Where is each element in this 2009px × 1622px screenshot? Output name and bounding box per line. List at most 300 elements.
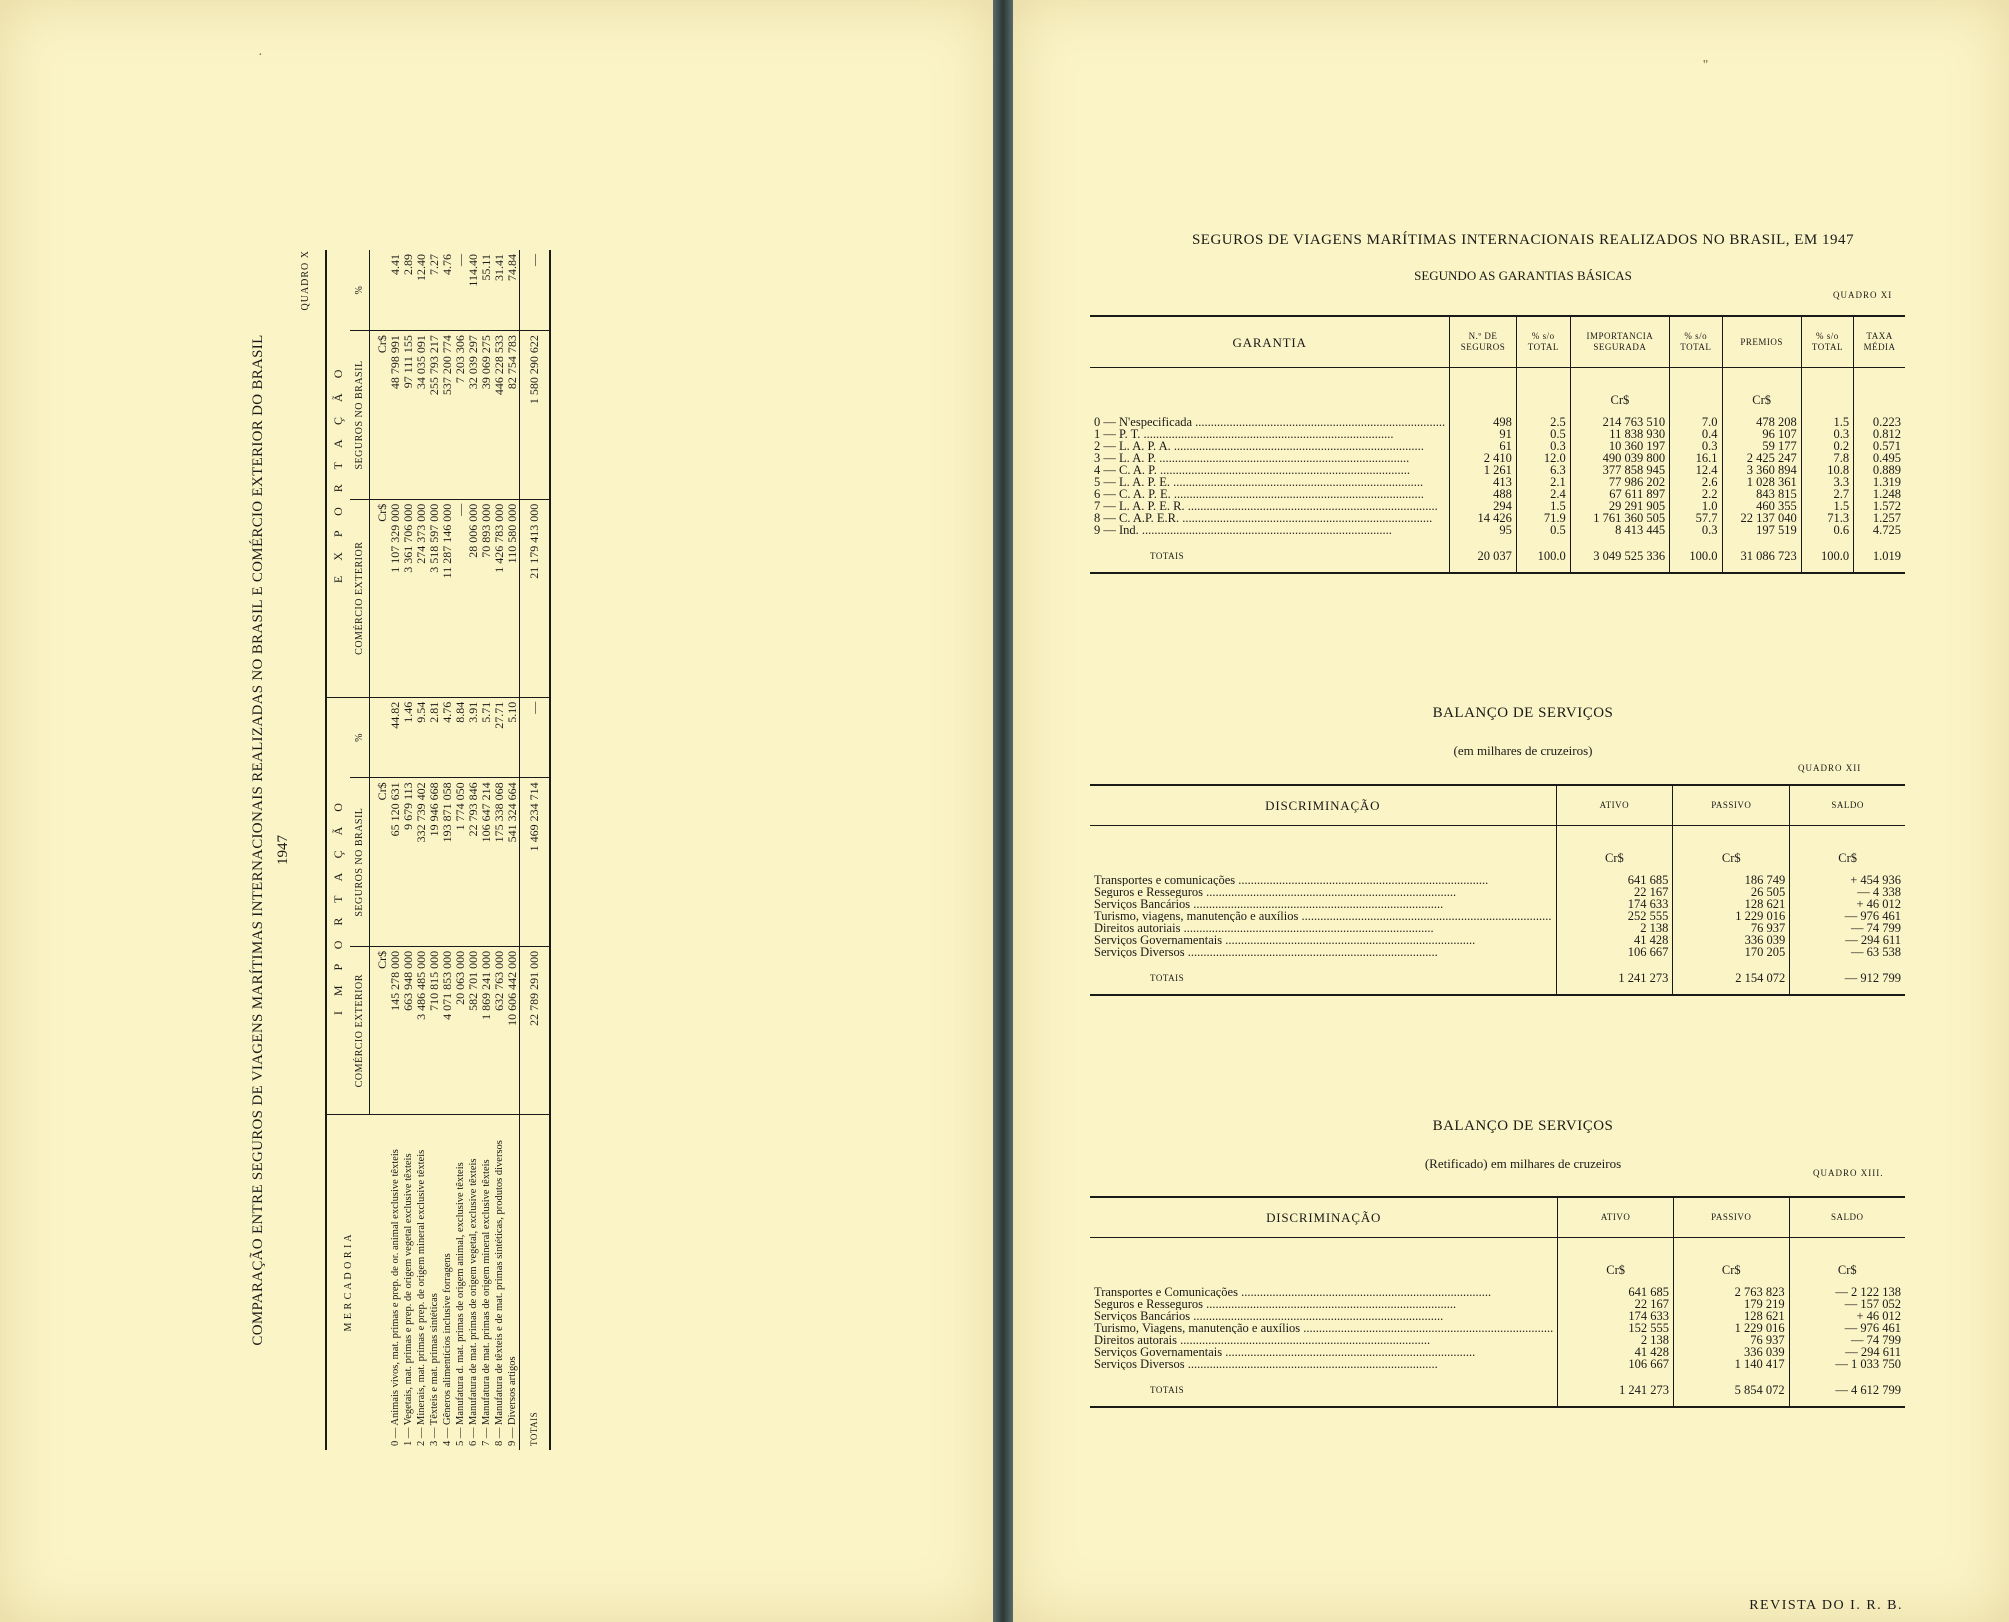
ativo-cell: 22 167 bbox=[1556, 886, 1673, 898]
total-imp-pct: — bbox=[520, 697, 551, 778]
ativo-cell: 641 685 bbox=[1558, 1286, 1674, 1298]
garantia-cell: 9 — Ind. ................................................................................ bbox=[1094, 523, 1392, 537]
mercadoria-cell bbox=[454, 1115, 467, 1450]
ativo-cell: 174 633 bbox=[1556, 898, 1673, 910]
pct-cell: 1.5 bbox=[1801, 416, 1853, 428]
quadro-x-title: COMPARAÇÃO ENTRE SEGUROS DE VIAGENS MARÍTIMAS INTERNACIONAIS REALIZADAS NO BRASIL E COMÉRCIO EXTERIOR DO BRASIL bbox=[250, 334, 266, 1346]
total-taxa: 1.019 bbox=[1854, 536, 1905, 573]
row-code: 6 — bbox=[468, 1427, 479, 1446]
discriminacao-cell: Direitos autorais ................................................................................ bbox=[1094, 1334, 1431, 1346]
pct-cell: 16.1 bbox=[1670, 452, 1722, 464]
quadro-xi-subtitle: SEGUNDO AS GARANTIAS BÁSICAS bbox=[1414, 268, 1632, 283]
header-passivo: PASSIVO bbox=[1673, 1197, 1789, 1238]
premios-cell: 1 028 361 bbox=[1722, 476, 1801, 488]
premios-cell: 22 137 040 bbox=[1722, 512, 1801, 524]
pct-cell: 2.6 bbox=[1670, 476, 1722, 488]
imp-seguros-cell: 65 120 631 bbox=[389, 778, 402, 947]
header-discriminacao: DISCRIMINAÇÃO bbox=[1090, 1197, 1558, 1238]
passivo-cell: 1 229 016 bbox=[1673, 910, 1790, 922]
table-row bbox=[493, 250, 506, 1450]
unit-label: Cr$ bbox=[1790, 826, 1905, 875]
imp-seguros-cell: 22 793 846 bbox=[467, 778, 480, 947]
row-code: 1 — bbox=[403, 1427, 414, 1446]
row-label: Animais vivos, mat. primas e prep. de or. animal exclusive têxteis bbox=[390, 1149, 401, 1426]
importancia-cell: 77 986 202 bbox=[1570, 476, 1669, 488]
pct-cell: 0.4 bbox=[1670, 428, 1722, 440]
unit-label: Cr$ bbox=[370, 499, 390, 697]
ativo-cell: 174 633 bbox=[1558, 1310, 1674, 1322]
pct-cell: 71.9 bbox=[1516, 512, 1570, 524]
exp-comercio-cell: 274 373 000 bbox=[415, 499, 428, 697]
garantia-cell: 7 — L. A. P. E. R. ................................................................................ bbox=[1094, 499, 1438, 513]
discriminacao-cell: Serviços Bancários ................................................................................ bbox=[1094, 898, 1444, 910]
pct-cell: 71.3 bbox=[1801, 512, 1853, 524]
taxa-cell: 4.725 bbox=[1854, 524, 1905, 536]
passivo-cell: 128 621 bbox=[1673, 898, 1790, 910]
saldo-cell: — 976 461 bbox=[1789, 1322, 1905, 1334]
imp-comercio-cell: 10 606 442 000 bbox=[506, 946, 520, 1115]
pct-cell: 7.8 bbox=[1801, 452, 1853, 464]
header-mercadoria: M E R C A D O R I A bbox=[326, 1115, 370, 1450]
header-exp-seguros: SEGUROS NO BRASIL bbox=[350, 331, 370, 500]
pct-cell: 1.5 bbox=[1516, 500, 1570, 512]
page-smudge: · bbox=[258, 48, 263, 63]
unit-label: Cr$ bbox=[1570, 368, 1669, 417]
importancia-cell: 11 838 930 bbox=[1570, 428, 1669, 440]
saldo-cell: — 63 538 bbox=[1790, 946, 1905, 958]
header-garantia: GARANTIA bbox=[1090, 316, 1450, 368]
total-pct: 100.0 bbox=[1670, 536, 1722, 573]
num-seguros-cell: 498 bbox=[1450, 416, 1517, 428]
row-label: Têxteis e mat. primas sintéticas bbox=[429, 1293, 440, 1426]
passivo-cell: 76 937 bbox=[1673, 1334, 1789, 1346]
quadro-xiii-title: BALANÇO DE SERVIÇOS bbox=[1432, 1118, 1614, 1134]
right-page bbox=[1013, 0, 2009, 1622]
saldo-cell: — 294 611 bbox=[1790, 934, 1905, 946]
table-row bbox=[428, 250, 441, 1450]
table-row bbox=[1090, 524, 1905, 536]
pct-cell: 0.3 bbox=[1670, 440, 1722, 452]
saldo-cell: + 454 936 bbox=[1790, 874, 1905, 886]
taxa-cell: 1.257 bbox=[1854, 512, 1905, 524]
ativo-cell: 106 667 bbox=[1556, 946, 1673, 958]
premios-cell: 843 815 bbox=[1722, 488, 1801, 500]
importancia-cell: 1 761 360 505 bbox=[1570, 512, 1669, 524]
exp-comercio-cell: 11 287 146 000 bbox=[441, 499, 454, 697]
pct-cell: 2.7 bbox=[1801, 488, 1853, 500]
exp-pct-cell: — bbox=[454, 250, 467, 331]
passivo-cell: 170 205 bbox=[1673, 946, 1790, 958]
pct-cell: 12.0 bbox=[1516, 452, 1570, 464]
unit-label: Cr$ bbox=[1673, 826, 1790, 875]
ativo-cell: 2 138 bbox=[1556, 922, 1673, 934]
total-ativo: 1 241 273 bbox=[1558, 1370, 1674, 1407]
quadro-xi-body bbox=[1090, 368, 1905, 537]
row-label: Manufatura de mat. primas de origem vegetal, exclusive têxteis bbox=[468, 1158, 479, 1425]
table-row bbox=[506, 250, 520, 1450]
exp-seguros-cell: 446 228 533 bbox=[493, 331, 506, 500]
mercadoria-cell bbox=[415, 1115, 428, 1450]
imp-comercio-cell: 20 063 000 bbox=[454, 946, 467, 1115]
pct-cell: 0.3 bbox=[1516, 440, 1570, 452]
mercadoria-cell bbox=[480, 1115, 493, 1450]
imp-pct-cell: 5.71 bbox=[480, 697, 493, 778]
header-saldo: SALDO bbox=[1789, 1197, 1905, 1238]
importancia-cell: 377 858 945 bbox=[1570, 464, 1669, 476]
saldo-cell: + 46 012 bbox=[1790, 898, 1905, 910]
discriminacao-cell: Direitos autoriais ................................................................................ bbox=[1094, 922, 1434, 934]
exp-comercio-cell: 3 518 597 000 bbox=[428, 499, 441, 697]
quadro-xii-subtitle: (em milhares de cruzeiros) bbox=[1453, 743, 1593, 758]
discriminacao-cell: Serviços Diversos ................................................................................ bbox=[1094, 946, 1438, 958]
pct-cell: 2.1 bbox=[1516, 476, 1570, 488]
exp-comercio-cell: — bbox=[454, 499, 467, 697]
num-seguros-cell: 2 410 bbox=[1450, 452, 1517, 464]
total-passivo: 5 854 072 bbox=[1673, 1370, 1789, 1407]
num-seguros-cell: 14 426 bbox=[1450, 512, 1517, 524]
pct-cell: 0.3 bbox=[1670, 524, 1722, 536]
imp-comercio-cell: 1 869 241 000 bbox=[480, 946, 493, 1115]
header-discriminacao: DISCRIMINAÇÃO bbox=[1090, 785, 1556, 826]
header-passivo: PASSIVO bbox=[1673, 785, 1790, 826]
header-importacao: I M P O R T A Ç Ã O bbox=[326, 697, 350, 1115]
quadro-xii-label: QUADRO XII bbox=[1798, 763, 1862, 773]
unit-label: Cr$ bbox=[370, 946, 390, 1115]
exp-pct-cell: 31.41 bbox=[493, 250, 506, 331]
passivo-cell: 1 229 016 bbox=[1673, 1322, 1789, 1334]
total-exp-pct: — bbox=[520, 250, 551, 331]
exp-comercio-cell: 70 893 000 bbox=[480, 499, 493, 697]
row-code: 4 — bbox=[442, 1427, 453, 1446]
premios-cell: 59 177 bbox=[1722, 440, 1801, 452]
passivo-cell: 26 505 bbox=[1673, 886, 1790, 898]
quadro-xi-table bbox=[1090, 315, 1905, 574]
total-imp-seguros: 1 469 234 714 bbox=[520, 778, 551, 947]
num-seguros-cell: 294 bbox=[1450, 500, 1517, 512]
imp-comercio-cell: 710 815 000 bbox=[428, 946, 441, 1115]
pct-cell: 0.2 bbox=[1801, 440, 1853, 452]
quadro-xii-body bbox=[1090, 826, 1905, 959]
exp-seguros-cell: 32 039 297 bbox=[467, 331, 480, 500]
num-seguros-cell: 488 bbox=[1450, 488, 1517, 500]
mercadoria-cell bbox=[389, 1115, 402, 1450]
exp-seguros-cell: 255 793 217 bbox=[428, 331, 441, 500]
passivo-cell: 1 140 417 bbox=[1673, 1358, 1789, 1370]
quadro-xiii-label: QUADRO XIII. bbox=[1813, 1168, 1884, 1178]
imp-pct-cell: 5.10 bbox=[506, 697, 520, 778]
row-label: Manufatura de mat. primas de origem mineral exclusive têxteis bbox=[481, 1159, 492, 1425]
exp-pct-cell: 4.41 bbox=[389, 250, 402, 331]
discriminacao-cell: Transportes e comunicações ................................................................................ bbox=[1094, 874, 1489, 886]
saldo-cell: — 4 338 bbox=[1790, 886, 1905, 898]
passivo-cell: 186 749 bbox=[1673, 874, 1790, 886]
quadro-xiii-subtitle: (Retificado) em milhares de cruzeiros bbox=[1424, 1156, 1622, 1171]
quadro-x-year: 1947 bbox=[275, 835, 291, 865]
ativo-cell: 2 138 bbox=[1558, 1334, 1674, 1346]
table-row bbox=[441, 250, 454, 1450]
imp-seguros-cell: 1 774 050 bbox=[454, 778, 467, 947]
ativo-cell: 106 667 bbox=[1558, 1358, 1674, 1370]
exp-comercio-cell: 1 107 329 000 bbox=[389, 499, 402, 697]
premios-cell: 2 425 247 bbox=[1722, 452, 1801, 464]
imp-pct-cell: 3.91 bbox=[467, 697, 480, 778]
importancia-cell: 29 291 905 bbox=[1570, 500, 1669, 512]
taxa-cell: 0.571 bbox=[1854, 440, 1905, 452]
total-saldo: — 912 799 bbox=[1790, 958, 1905, 995]
total-exp-seguros: 1 580 290 622 bbox=[520, 331, 551, 500]
imp-seguros-cell: 193 871 058 bbox=[441, 778, 454, 947]
discriminacao-cell: Turismo, viagens, manutenção e auxílios ................................................................................ bbox=[1094, 910, 1552, 922]
exp-comercio-cell: 110 580 000 bbox=[506, 499, 520, 697]
pct-cell: 0.5 bbox=[1516, 524, 1570, 536]
garantia-cell: 4 — C. A. P. ................................................................................ bbox=[1094, 463, 1410, 477]
row-code: 2 — bbox=[416, 1427, 427, 1446]
row-label: Manufatura de têxteis e de mat. primas sintéticas, produtos diversos bbox=[494, 1140, 505, 1425]
imp-comercio-cell: 4 071 853 000 bbox=[441, 946, 454, 1115]
table-row bbox=[480, 250, 493, 1450]
saldo-cell: — 74 799 bbox=[1789, 1334, 1905, 1346]
exp-comercio-cell: 1 426 783 000 bbox=[493, 499, 506, 697]
row-code: 0 — bbox=[390, 1427, 401, 1446]
quadro-xiii-table bbox=[1090, 1196, 1905, 1408]
pct-cell: 7.0 bbox=[1670, 416, 1722, 428]
garantia-cell: 1 — P. T. ................................................................................ bbox=[1094, 427, 1394, 441]
pct-cell: 12.4 bbox=[1670, 464, 1722, 476]
row-label: Minerais, mat. primas e prep. de origem mineral exclusive têxteis bbox=[416, 1149, 427, 1425]
pct-cell: 1.0 bbox=[1670, 500, 1722, 512]
totals-label: TOTAIS bbox=[520, 1115, 551, 1450]
table-row bbox=[1090, 946, 1905, 958]
passivo-cell: 336 039 bbox=[1673, 934, 1790, 946]
exp-pct-cell: 74.84 bbox=[506, 250, 520, 331]
discriminacao-cell: Seguros e Resseguros ................................................................................ bbox=[1094, 886, 1457, 898]
mercadoria-cell bbox=[402, 1115, 415, 1450]
row-label: Gêneros alimentícios inclusive forragens bbox=[442, 1253, 453, 1425]
header-taxa-media: TAXA MÉDIA bbox=[1854, 316, 1905, 368]
header-premios: PREMIOS bbox=[1722, 316, 1801, 368]
header-saldo: SALDO bbox=[1790, 785, 1905, 826]
quadro-xi-label: QUADRO XI bbox=[1833, 290, 1893, 300]
imp-pct-cell: 8.84 bbox=[454, 697, 467, 778]
total-passivo: 2 154 072 bbox=[1673, 958, 1790, 995]
taxa-cell: 1.572 bbox=[1854, 500, 1905, 512]
num-seguros-cell: 61 bbox=[1450, 440, 1517, 452]
num-seguros-cell: 413 bbox=[1450, 476, 1517, 488]
imp-pct-cell: 1.46 bbox=[402, 697, 415, 778]
pct-cell: 0.6 bbox=[1801, 524, 1853, 536]
discriminacao-cell: Turismo, Viagens, manutenção e auxílios ................................................................................ bbox=[1094, 1322, 1554, 1334]
exp-pct-cell: 55.11 bbox=[480, 250, 493, 331]
table-row bbox=[454, 250, 467, 1450]
imp-pct-cell: 27.71 bbox=[493, 697, 506, 778]
saldo-cell: — 976 461 bbox=[1790, 910, 1905, 922]
taxa-cell: 0.889 bbox=[1854, 464, 1905, 476]
pct-cell: 0.3 bbox=[1801, 428, 1853, 440]
saldo-cell: — 294 611 bbox=[1789, 1346, 1905, 1358]
ativo-cell: 252 555 bbox=[1556, 910, 1673, 922]
pct-cell: 6.3 bbox=[1516, 464, 1570, 476]
imp-comercio-cell: 145 278 000 bbox=[389, 946, 402, 1115]
ativo-cell: 41 428 bbox=[1558, 1346, 1674, 1358]
imp-seguros-cell: 332 739 402 bbox=[415, 778, 428, 947]
mercadoria-cell bbox=[441, 1115, 454, 1450]
table-row bbox=[467, 250, 480, 1450]
exp-pct-cell: 2.89 bbox=[402, 250, 415, 331]
premios-cell: 460 355 bbox=[1722, 500, 1801, 512]
pct-cell: 2.5 bbox=[1516, 416, 1570, 428]
exp-comercio-cell: 3 361 706 000 bbox=[402, 499, 415, 697]
header-exportacao: E X P O R T A Ç Ã O bbox=[326, 250, 350, 697]
header-imp-seguros: SEGUROS NO BRASIL bbox=[350, 778, 370, 947]
header-exp-comercio: COMÉRCIO EXTERIOR bbox=[350, 499, 370, 697]
header-imp-pct: % bbox=[350, 697, 370, 778]
taxa-cell: 0.223 bbox=[1854, 416, 1905, 428]
discriminacao-cell: Serviços Governamentais ................................................................................ bbox=[1094, 1346, 1476, 1358]
exp-comercio-cell: 28 006 000 bbox=[467, 499, 480, 697]
row-code: 5 — bbox=[455, 1427, 466, 1446]
total-ativo: 1 241 273 bbox=[1556, 958, 1673, 995]
discriminacao-cell: Serviços Governamentais ................................................................................ bbox=[1094, 934, 1476, 946]
imp-comercio-cell: 632 763 000 bbox=[493, 946, 506, 1115]
saldo-cell: + 46 012 bbox=[1789, 1310, 1905, 1322]
passivo-cell: 128 621 bbox=[1673, 1310, 1789, 1322]
premios-cell: 96 107 bbox=[1722, 428, 1801, 440]
quadro-xiii-body bbox=[1090, 1238, 1905, 1371]
taxa-cell: 0.495 bbox=[1854, 452, 1905, 464]
header-pct-total: % s/o TOTAL bbox=[1801, 316, 1853, 368]
total-importancia: 3 049 525 336 bbox=[1570, 536, 1669, 573]
importancia-cell: 67 611 897 bbox=[1570, 488, 1669, 500]
exp-seguros-cell: 97 111 155 bbox=[402, 331, 415, 500]
premios-cell: 3 360 894 bbox=[1722, 464, 1801, 476]
exp-seguros-cell: 82 754 783 bbox=[506, 331, 520, 500]
imp-seguros-cell: 9 679 113 bbox=[402, 778, 415, 947]
garantia-cell: 3 — L. A. P. ................................................................................ bbox=[1094, 451, 1410, 465]
importancia-cell: 214 763 510 bbox=[1570, 416, 1669, 428]
num-seguros-cell: 91 bbox=[1450, 428, 1517, 440]
importancia-cell: 490 039 800 bbox=[1570, 452, 1669, 464]
unit-label: Cr$ bbox=[1556, 826, 1673, 875]
saldo-cell: — 1 033 750 bbox=[1789, 1358, 1905, 1370]
ativo-cell: 641 685 bbox=[1556, 874, 1673, 886]
exp-pct-cell: 12.40 bbox=[415, 250, 428, 331]
mercadoria-cell bbox=[493, 1115, 506, 1450]
pct-cell: 3.3 bbox=[1801, 476, 1853, 488]
pct-cell: 2.4 bbox=[1516, 488, 1570, 500]
total-exp-comercio: 21 179 413 000 bbox=[520, 499, 551, 697]
premios-cell: 478 208 bbox=[1722, 416, 1801, 428]
pct-cell: 0.5 bbox=[1516, 428, 1570, 440]
exp-seguros-cell: 39 069 275 bbox=[480, 331, 493, 500]
quadro-x-body bbox=[370, 250, 520, 1450]
imp-pct-cell: 2.81 bbox=[428, 697, 441, 778]
quadro-x-label: QUADRO X bbox=[300, 250, 311, 311]
imp-comercio-cell: 582 701 000 bbox=[467, 946, 480, 1115]
quadro-xi-title: SEGUROS DE VIAGENS MARÍTIMAS INTERNACIONAIS REALIZADOS NO BRASIL, EM 1947 bbox=[1191, 232, 1855, 248]
exp-pct-cell: 114.40 bbox=[467, 250, 480, 331]
garantia-cell: 5 — L. A. P. E. ................................................................................ bbox=[1094, 475, 1424, 489]
row-label: Vegetais, mat. primas e prep. de origem vegetal exclusive têxteis bbox=[403, 1153, 414, 1426]
quadro-xii-title: BALANÇO DE SERVIÇOS bbox=[1432, 705, 1614, 721]
unit-label: Cr$ bbox=[1558, 1238, 1674, 1287]
row-code: 3 — bbox=[429, 1427, 440, 1446]
header-num-seguros: N.º DE SEGUROS bbox=[1450, 316, 1517, 368]
importancia-cell: 8 413 445 bbox=[1570, 524, 1669, 536]
discriminacao-cell: Seguros e Resseguros ................................................................................ bbox=[1094, 1298, 1457, 1310]
num-seguros-cell: 95 bbox=[1450, 524, 1517, 536]
totals-label: TOTAIS bbox=[1090, 536, 1450, 573]
unit-label: Cr$ bbox=[370, 331, 390, 500]
header-imp-comercio: COMÉRCIO EXTERIOR bbox=[350, 946, 370, 1115]
taxa-cell: 1.248 bbox=[1854, 488, 1905, 500]
discriminacao-cell: Serviços Bancários ................................................................................ bbox=[1094, 1310, 1444, 1322]
table-row bbox=[402, 250, 415, 1450]
row-code: 7 — bbox=[481, 1427, 492, 1446]
pct-cell: 1.5 bbox=[1801, 500, 1853, 512]
total-saldo: — 4 612 799 bbox=[1789, 1370, 1905, 1407]
row-label: Manufatura d. mat. primas de origem animal, exclusive têxteis bbox=[455, 1162, 466, 1425]
saldo-cell: — 2 122 138 bbox=[1789, 1286, 1905, 1298]
header-pct-total: % s/o TOTAL bbox=[1516, 316, 1570, 368]
total-pct: 100.0 bbox=[1801, 536, 1853, 573]
quadro-xii-table bbox=[1090, 784, 1905, 996]
table-row bbox=[1090, 1358, 1905, 1370]
discriminacao-cell: Transportes e Comunicações ................................................................................ bbox=[1094, 1286, 1492, 1298]
taxa-cell: 0.812 bbox=[1854, 428, 1905, 440]
imp-seguros-cell: 541 324 664 bbox=[506, 778, 520, 947]
garantia-cell: 0 — N'especificada ................................................................................ bbox=[1094, 415, 1446, 429]
unit-label: Cr$ bbox=[1722, 368, 1801, 417]
unit-label: Cr$ bbox=[1789, 1238, 1905, 1287]
exp-seguros-cell: 537 200 774 bbox=[441, 331, 454, 500]
imp-seguros-cell: 175 338 068 bbox=[493, 778, 506, 947]
imp-pct-cell: 4.76 bbox=[441, 697, 454, 778]
pct-cell: 57.7 bbox=[1670, 512, 1722, 524]
total-imp-comercio: 22 789 291 000 bbox=[520, 946, 551, 1115]
total-num-seguros: 20 037 bbox=[1450, 536, 1517, 573]
imp-comercio-cell: 3 486 485 000 bbox=[415, 946, 428, 1115]
exp-pct-cell: 7.27 bbox=[428, 250, 441, 331]
importancia-cell: 10 360 197 bbox=[1570, 440, 1669, 452]
quadro-x-rotated-table bbox=[250, 250, 690, 1450]
header-ativo: ATIVO bbox=[1556, 785, 1673, 826]
discriminacao-cell: Serviços Diversos ................................................................................ bbox=[1094, 1358, 1438, 1370]
header-exp-pct: % bbox=[350, 250, 370, 331]
pct-cell: 2.2 bbox=[1670, 488, 1722, 500]
exp-seguros-cell: 48 798 991 bbox=[389, 331, 402, 500]
row-code: 8 — bbox=[494, 1427, 505, 1446]
imp-seguros-cell: 19 946 668 bbox=[428, 778, 441, 947]
totals-label: TOTAIS bbox=[1090, 958, 1556, 995]
imp-seguros-cell: 106 647 214 bbox=[480, 778, 493, 947]
row-code: 9 — bbox=[507, 1427, 518, 1446]
table-row bbox=[415, 250, 428, 1450]
mercadoria-cell bbox=[467, 1115, 480, 1450]
saldo-cell: — 74 799 bbox=[1790, 922, 1905, 934]
unit-label: Cr$ bbox=[370, 778, 390, 947]
unit-label: Cr$ bbox=[1673, 1238, 1789, 1287]
garantia-cell: 8 — C. A.P. E.R. ................................................................................ bbox=[1094, 511, 1433, 525]
ativo-cell: 41 428 bbox=[1556, 934, 1673, 946]
imp-pct-cell: 44.82 bbox=[389, 697, 402, 778]
total-premios: 31 086 723 bbox=[1722, 536, 1801, 573]
header-importancia: IMPORTANCIA SEGURADA bbox=[1570, 316, 1669, 368]
mercadoria-cell bbox=[506, 1115, 520, 1450]
header-pct-total: % s/o TOTAL bbox=[1670, 316, 1722, 368]
mercadoria-cell bbox=[428, 1115, 441, 1450]
exp-seguros-cell: 7 203 306 bbox=[454, 331, 467, 500]
book-spine bbox=[993, 0, 1013, 1622]
